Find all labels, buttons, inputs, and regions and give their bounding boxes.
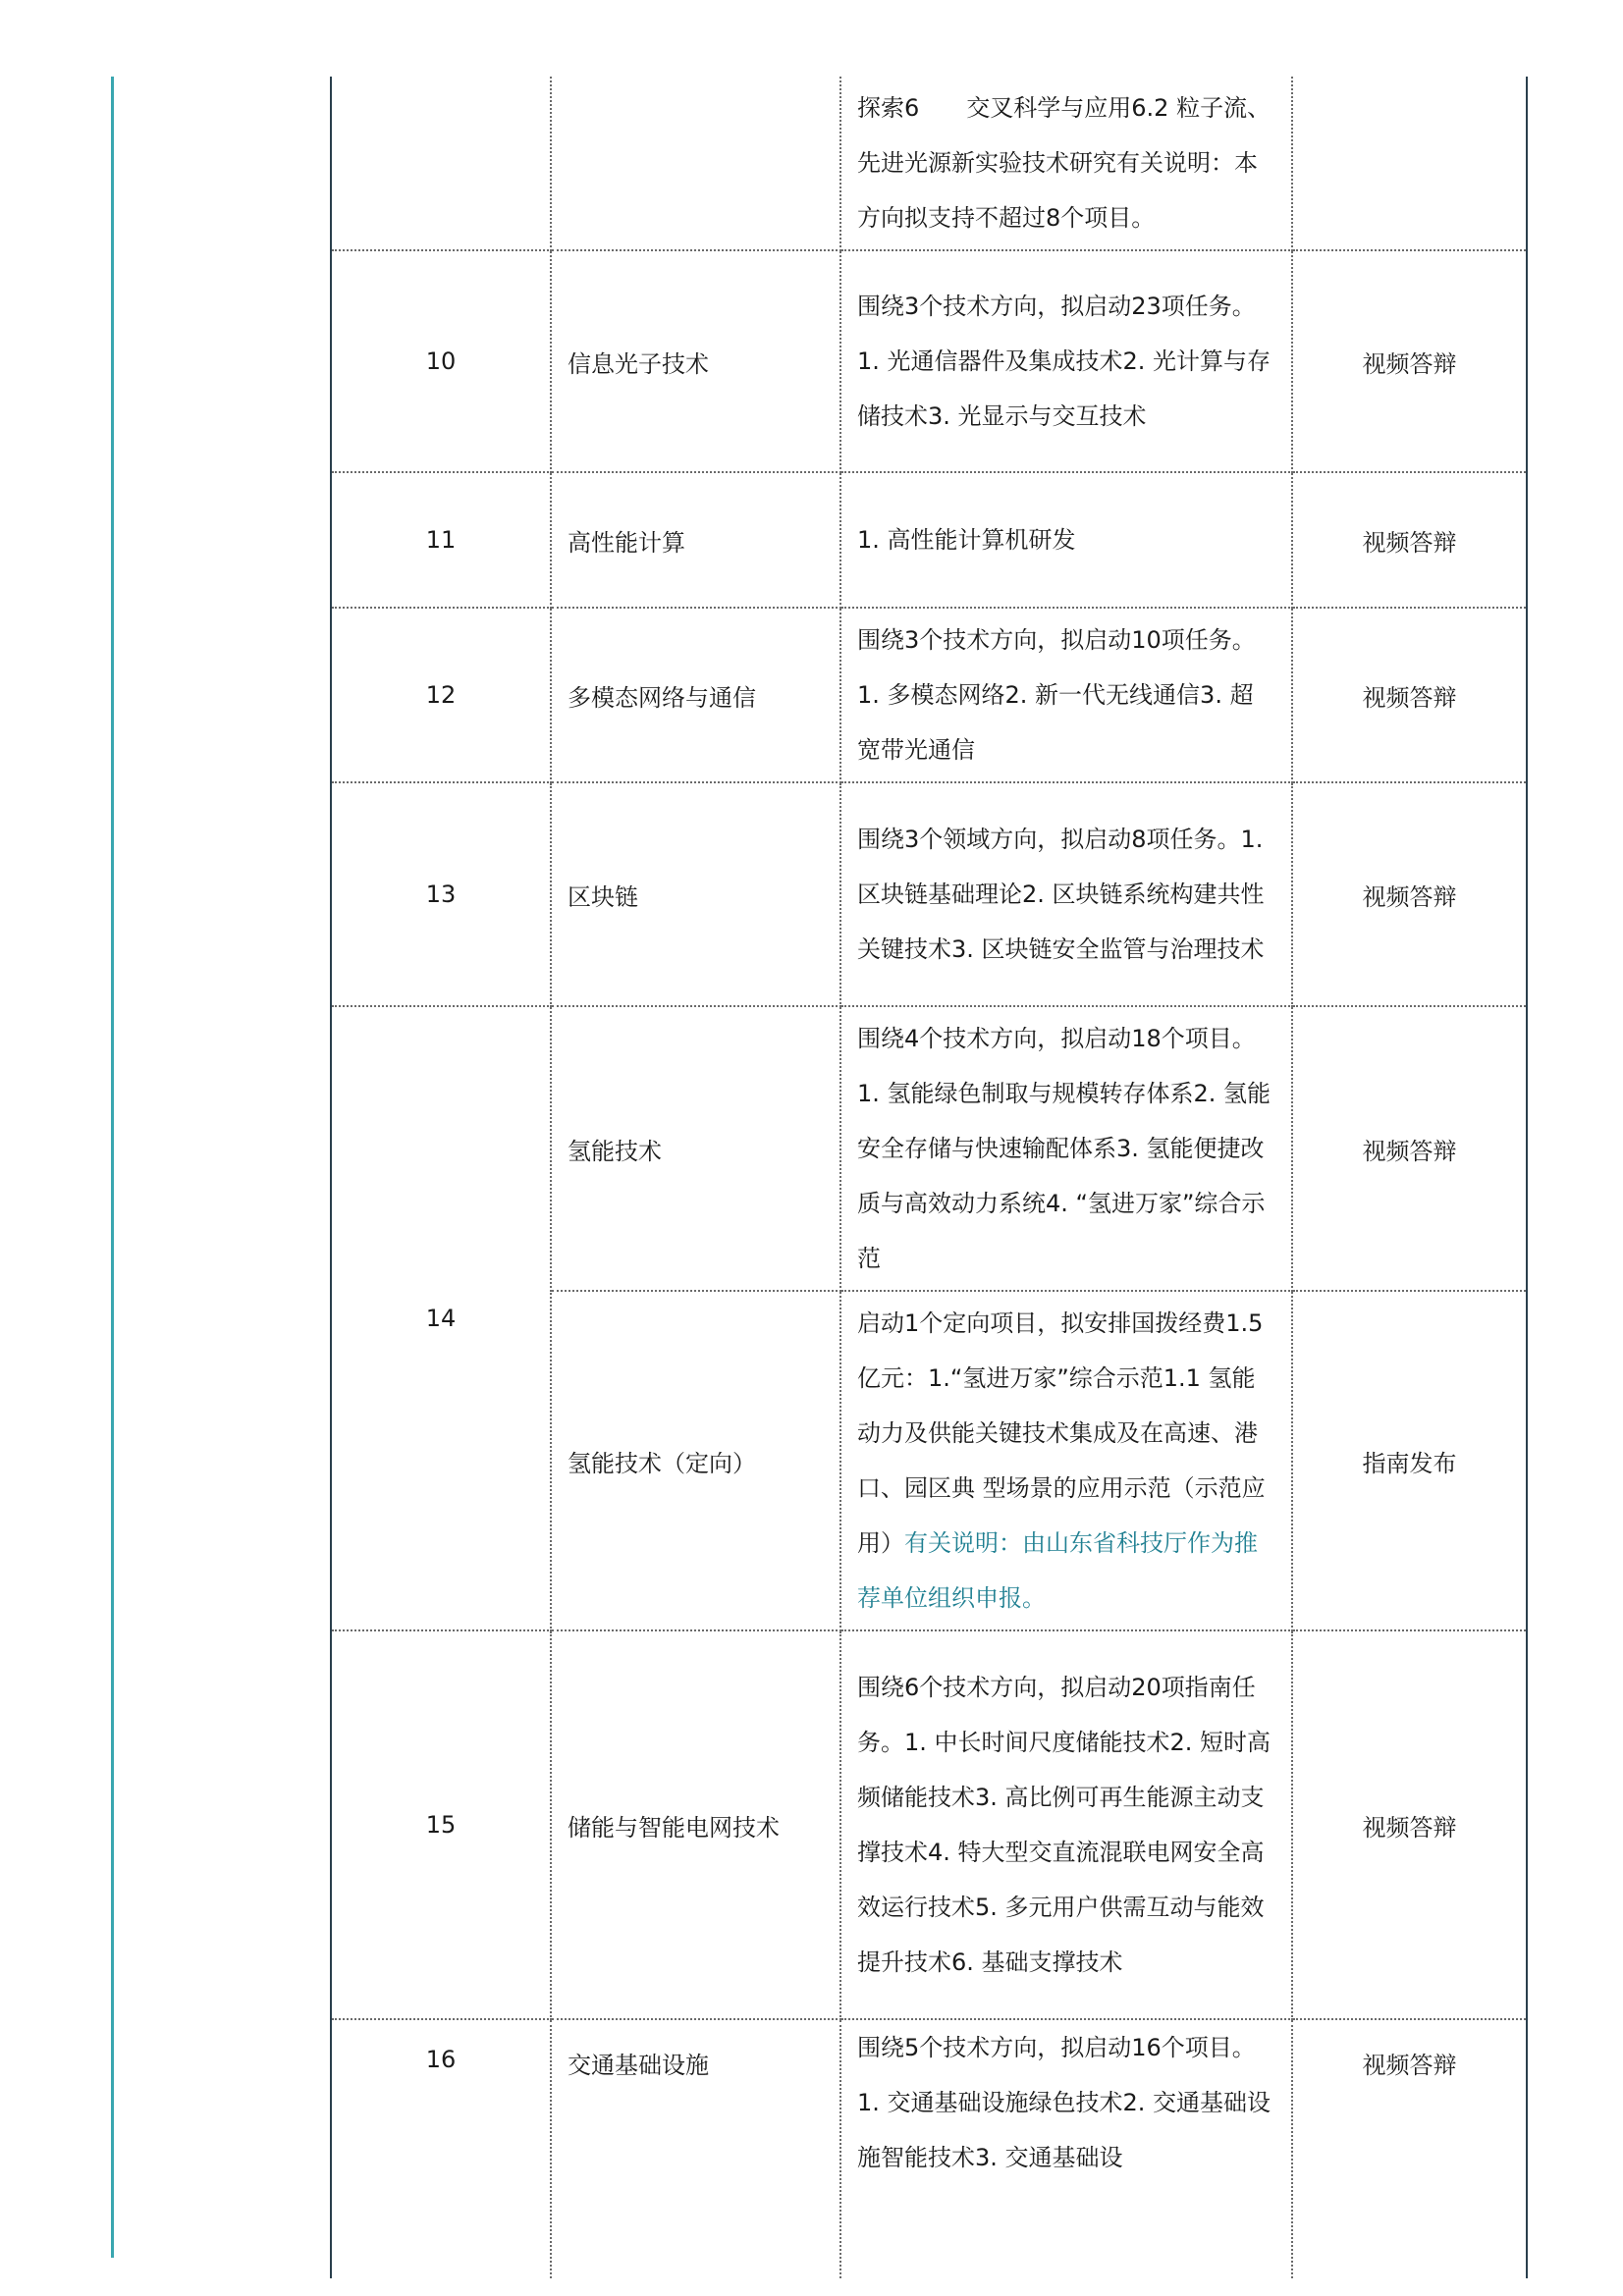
table-row [331, 250, 1527, 472]
review-mode: 视频答辩 [1292, 2019, 1527, 2278]
project-name: 高性能计算 [551, 472, 840, 608]
review-mode: 视频答辩 [1292, 608, 1527, 782]
project-description [840, 1291, 1292, 1630]
project-name: 区块链 [551, 782, 840, 1006]
review-mode: 视频答辩 [1292, 1630, 1527, 2019]
row-number: 12 [331, 608, 551, 782]
review-mode: 视频答辩 [1292, 472, 1527, 608]
project-description: 1. 高性能计算机研发 [840, 472, 1292, 608]
row-number: 10 [331, 250, 551, 472]
project-description: 围绕3个技术方向，拟启动23项任务。1. 光通信器件及集成技术2. 光计算与存储技术3. 光显示与交互技术 [840, 250, 1292, 472]
project-name: 储能与智能电网技术 [551, 1630, 840, 2019]
project-description: 围绕5个技术方向，拟启动16个项目。1. 交通基础设施绿色技术2. 交通基础设施智能技术3. 交通基础设 [840, 2019, 1292, 2278]
project-name: 氢能技术（定向） [551, 1291, 840, 1630]
table-row [331, 1630, 1527, 2019]
table-row [331, 782, 1527, 1006]
table-row [331, 608, 1527, 782]
table-row [331, 77, 1527, 250]
project-name: 多模态网络与通信 [551, 608, 840, 782]
row-number: 11 [331, 472, 551, 608]
project-name [551, 77, 840, 250]
row-number [331, 77, 551, 250]
project-name: 信息光子技术 [551, 250, 840, 472]
row-number: 15 [331, 1630, 551, 2019]
project-description: 探索6 交叉科学与应用6.2 粒子流、先进光源新实验技术研究有关说明：本方向拟支持不超过8个项目。 [840, 77, 1292, 250]
review-mode: 视频答辩 [1292, 782, 1527, 1006]
review-mode: 指南发布 [1292, 1291, 1527, 1630]
row-number: 13 [331, 782, 551, 1006]
table-row [331, 472, 1527, 608]
project-description: 围绕6个技术方向，拟启动20项指南任务。1. 中长时间尺度储能技术2. 短时高频储能技术3. 高比例可再生能源主动支撑技术4. 特大型交直流混联电网安全高效运行技术5. 多元用户供需互动与能效提升技术6. 基础支撑技术 [840, 1630, 1292, 2019]
program-table [330, 77, 1528, 2278]
description-text: 启动1个定向项目，拟安排国拨经费1.5亿元：1.“氢进万家”综合示范1.1 氢能动力及供能关键技术集成及在高速、港口、园区典 型场景的应用示范（示范应用） [857, 1309, 1266, 1557]
project-description: 围绕3个领域方向，拟启动8项任务。1. 区块链基础理论2. 区块链系统构建共性关键技术3. 区块链安全监管与治理技术 [840, 782, 1292, 1006]
review-mode [1292, 77, 1527, 250]
project-name: 氢能技术 [551, 1006, 840, 1291]
row-number: 14 [331, 1006, 551, 1630]
project-description: 围绕4个技术方向，拟启动18个项目。1. 氢能绿色制取与规模转存体系2. 氢能安全存储与快速输配体系3. 氢能便捷改质与高效动力系统4. “氢进万家”综合示范 [840, 1006, 1292, 1291]
review-mode: 视频答辩 [1292, 250, 1527, 472]
left-margin-rule [111, 77, 114, 2258]
review-mode: 视频答辩 [1292, 1006, 1527, 1291]
table-row [331, 1006, 1527, 1291]
table-row [331, 2019, 1527, 2278]
description-note: 有关说明：由山东省科技厅作为推荐单位组织申报。 [857, 1529, 1258, 1612]
project-name: 交通基础设施 [551, 2019, 840, 2278]
project-description: 围绕3个技术方向，拟启动10项任务。1. 多模态网络2. 新一代无线通信3. 超宽带光通信 [840, 608, 1292, 782]
row-number: 16 [331, 2019, 551, 2278]
